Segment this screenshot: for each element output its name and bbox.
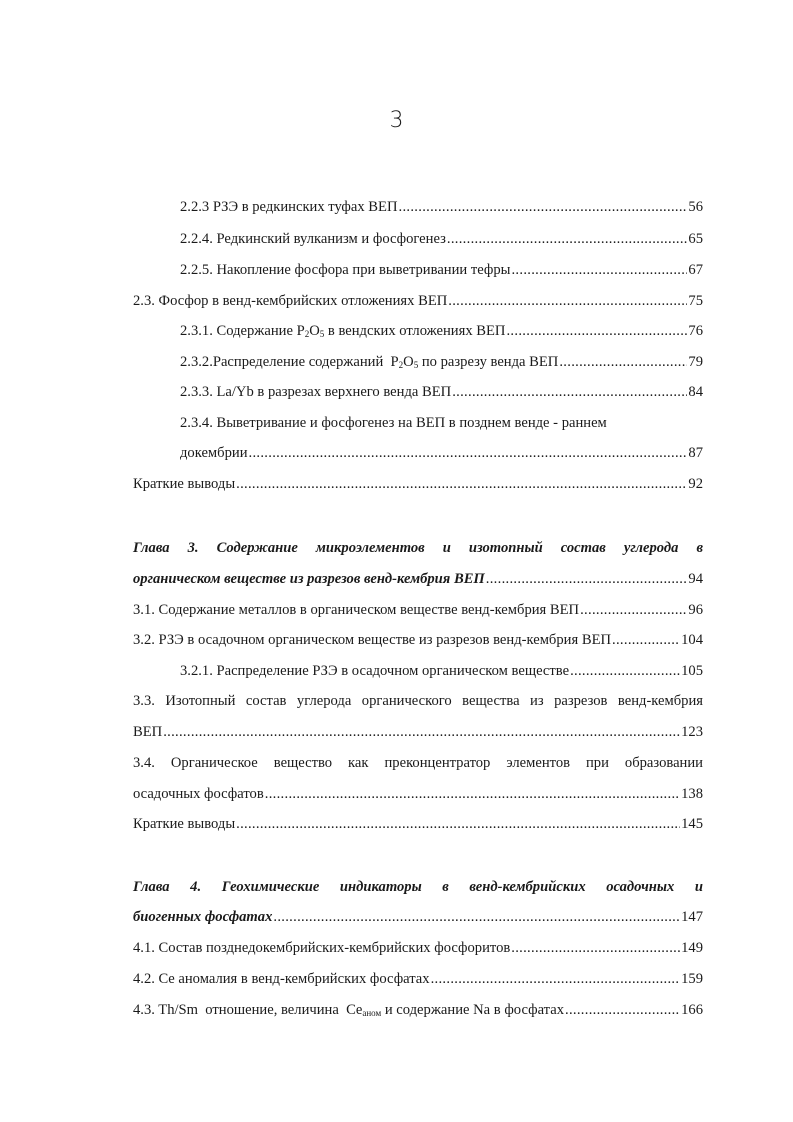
toc-entry-label: 3.2. РЗЭ в осадочном органическом веществе из разрезов венд-кембрия ВЕП bbox=[133, 632, 612, 648]
toc-entry-label: 4.3. Th/Sm отношение, величина $Ce_{аном}$ и содержание Na в фосфатах bbox=[133, 1002, 564, 1018]
toc-entry-label: 4.1. Состав позднедокембрийских-кембрийских фосфоритов bbox=[133, 940, 511, 956]
toc-entry-label: органическом веществе из разрезов венд-кембрия ВЕП bbox=[133, 571, 485, 587]
toc-entry-label: 2.3.1. Содержание $P_2O_5$ в вендских отложениях ВЕП bbox=[180, 323, 506, 339]
toc-entry-page: 104 bbox=[681, 632, 703, 648]
toc-entry-page: 145 bbox=[681, 816, 703, 832]
toc-entry-page: 149 bbox=[681, 940, 703, 956]
toc-entry-page: 84 bbox=[688, 384, 703, 400]
toc-entry bbox=[180, 321, 703, 344]
leader-dots bbox=[506, 321, 687, 341]
toc-entry bbox=[133, 969, 703, 989]
toc-entry bbox=[133, 291, 703, 311]
toc-entry-page: 92 bbox=[688, 476, 703, 492]
toc-entry bbox=[133, 722, 703, 742]
toc-entry bbox=[133, 630, 703, 650]
toc-entry-label: 2.3.2.Распределение содержаний $P_2O_5$ по разрезу венда ВЕП bbox=[180, 354, 559, 370]
toc-entry bbox=[180, 352, 703, 375]
toc-entry bbox=[133, 600, 703, 620]
toc-entry bbox=[133, 907, 703, 927]
toc-entry bbox=[180, 260, 703, 280]
leader-dots bbox=[486, 569, 688, 589]
toc-entry-page: 65 bbox=[688, 231, 703, 247]
leader-dots bbox=[249, 443, 688, 463]
toc-entry-page: 123 bbox=[681, 724, 703, 740]
toc-entry-label: 2.2.5. Накопление фосфора при выветривании тефры bbox=[180, 262, 511, 278]
toc-entry-line1: 3.4. Органическое вещество как преконцентратор элементов при образовании bbox=[133, 755, 703, 771]
toc-entry bbox=[180, 229, 703, 249]
toc-entry bbox=[180, 661, 703, 681]
toc-entry-page: 159 bbox=[681, 971, 703, 987]
leader-dots bbox=[511, 938, 680, 958]
toc-entry-page: 87 bbox=[688, 445, 703, 461]
toc-entry bbox=[133, 1000, 703, 1023]
toc-entry-line1: 3.3. Изотопный состав углерода органического вещества из разрезов венд-кембрия bbox=[133, 693, 703, 709]
page-number: 3 bbox=[389, 108, 404, 133]
toc-entry-page: 166 bbox=[681, 1002, 703, 1018]
toc-entry bbox=[180, 197, 703, 217]
leader-dots bbox=[447, 229, 688, 249]
toc-entry-label: 2.2.3 РЗЭ в редкинских туфах ВЕП bbox=[180, 199, 398, 215]
leader-dots bbox=[612, 630, 680, 650]
toc-entry-label: 2.3.3. La/Yb в разрезах верхнего венда ВЕП bbox=[180, 384, 452, 400]
toc-entry-label: 2.3. Фосфор в венд-кембрийских отложениях ВЕП bbox=[133, 293, 448, 309]
toc-entry-page: 138 bbox=[681, 786, 703, 802]
toc-entry-label: ВЕП bbox=[133, 724, 163, 740]
toc-entry-label: Краткие выводы bbox=[133, 816, 236, 832]
leader-dots bbox=[236, 474, 687, 494]
leader-dots bbox=[559, 352, 687, 372]
toc-entry-page: 94 bbox=[688, 571, 703, 587]
toc-entry-page: 147 bbox=[681, 909, 703, 925]
toc-entry bbox=[133, 569, 703, 589]
chapter-4-heading: Глава 4. Геохимические индикаторы в венд-кембрийских осадочных и bbox=[133, 879, 703, 895]
toc-entry bbox=[133, 474, 703, 494]
leader-dots bbox=[236, 814, 680, 834]
toc-entry-page: 56 bbox=[688, 199, 703, 215]
toc-entry-label: 3.2.1. Распределение РЗЭ в осадочном органическом веществе bbox=[180, 663, 570, 679]
toc-entry-page: 96 bbox=[688, 602, 703, 618]
toc-entry-page: 79 bbox=[688, 354, 703, 370]
toc-entry bbox=[133, 784, 703, 804]
toc-entry-page: 67 bbox=[688, 262, 703, 278]
toc-entry-line1: 2.3.4. Выветривание и фосфогенез на ВЕП в позднем венде - раннем bbox=[180, 415, 607, 431]
toc-entry bbox=[180, 382, 703, 402]
leader-dots bbox=[163, 722, 680, 742]
toc-entry bbox=[133, 814, 703, 834]
toc-entry bbox=[133, 938, 703, 958]
leader-dots bbox=[565, 1000, 680, 1020]
toc-entry-label: Краткие выводы bbox=[133, 476, 236, 492]
leader-dots bbox=[580, 600, 687, 620]
leader-dots bbox=[570, 661, 680, 681]
toc-entry-label: осадочных фосфатов bbox=[133, 786, 264, 802]
toc-entry-page: 105 bbox=[681, 663, 703, 679]
leader-dots bbox=[448, 291, 687, 311]
leader-dots bbox=[273, 907, 680, 927]
toc-entry-page: 76 bbox=[688, 323, 703, 339]
toc-entry bbox=[180, 443, 703, 463]
toc-entry-label: 2.2.4. Редкинский вулканизм и фосфогенез bbox=[180, 231, 446, 247]
toc-entry-label: 4.2. Ce аномалия в венд-кембрийских фосфатах bbox=[133, 971, 430, 987]
toc-entry-label: биогенных фосфатах bbox=[133, 909, 273, 925]
toc-entry-label: 3.1. Содержание металлов в органическом веществе венд-кембрия ВЕП bbox=[133, 602, 580, 618]
chapter-3-heading: Глава 3. Содержание микроэлементов и изотопный состав углерода в bbox=[133, 540, 703, 556]
leader-dots bbox=[452, 382, 687, 402]
leader-dots bbox=[399, 197, 688, 217]
leader-dots bbox=[511, 260, 687, 280]
leader-dots bbox=[265, 784, 680, 804]
toc-entry-label: докембрии bbox=[180, 445, 248, 461]
toc-entry-page: 75 bbox=[688, 293, 703, 309]
leader-dots bbox=[431, 969, 681, 989]
